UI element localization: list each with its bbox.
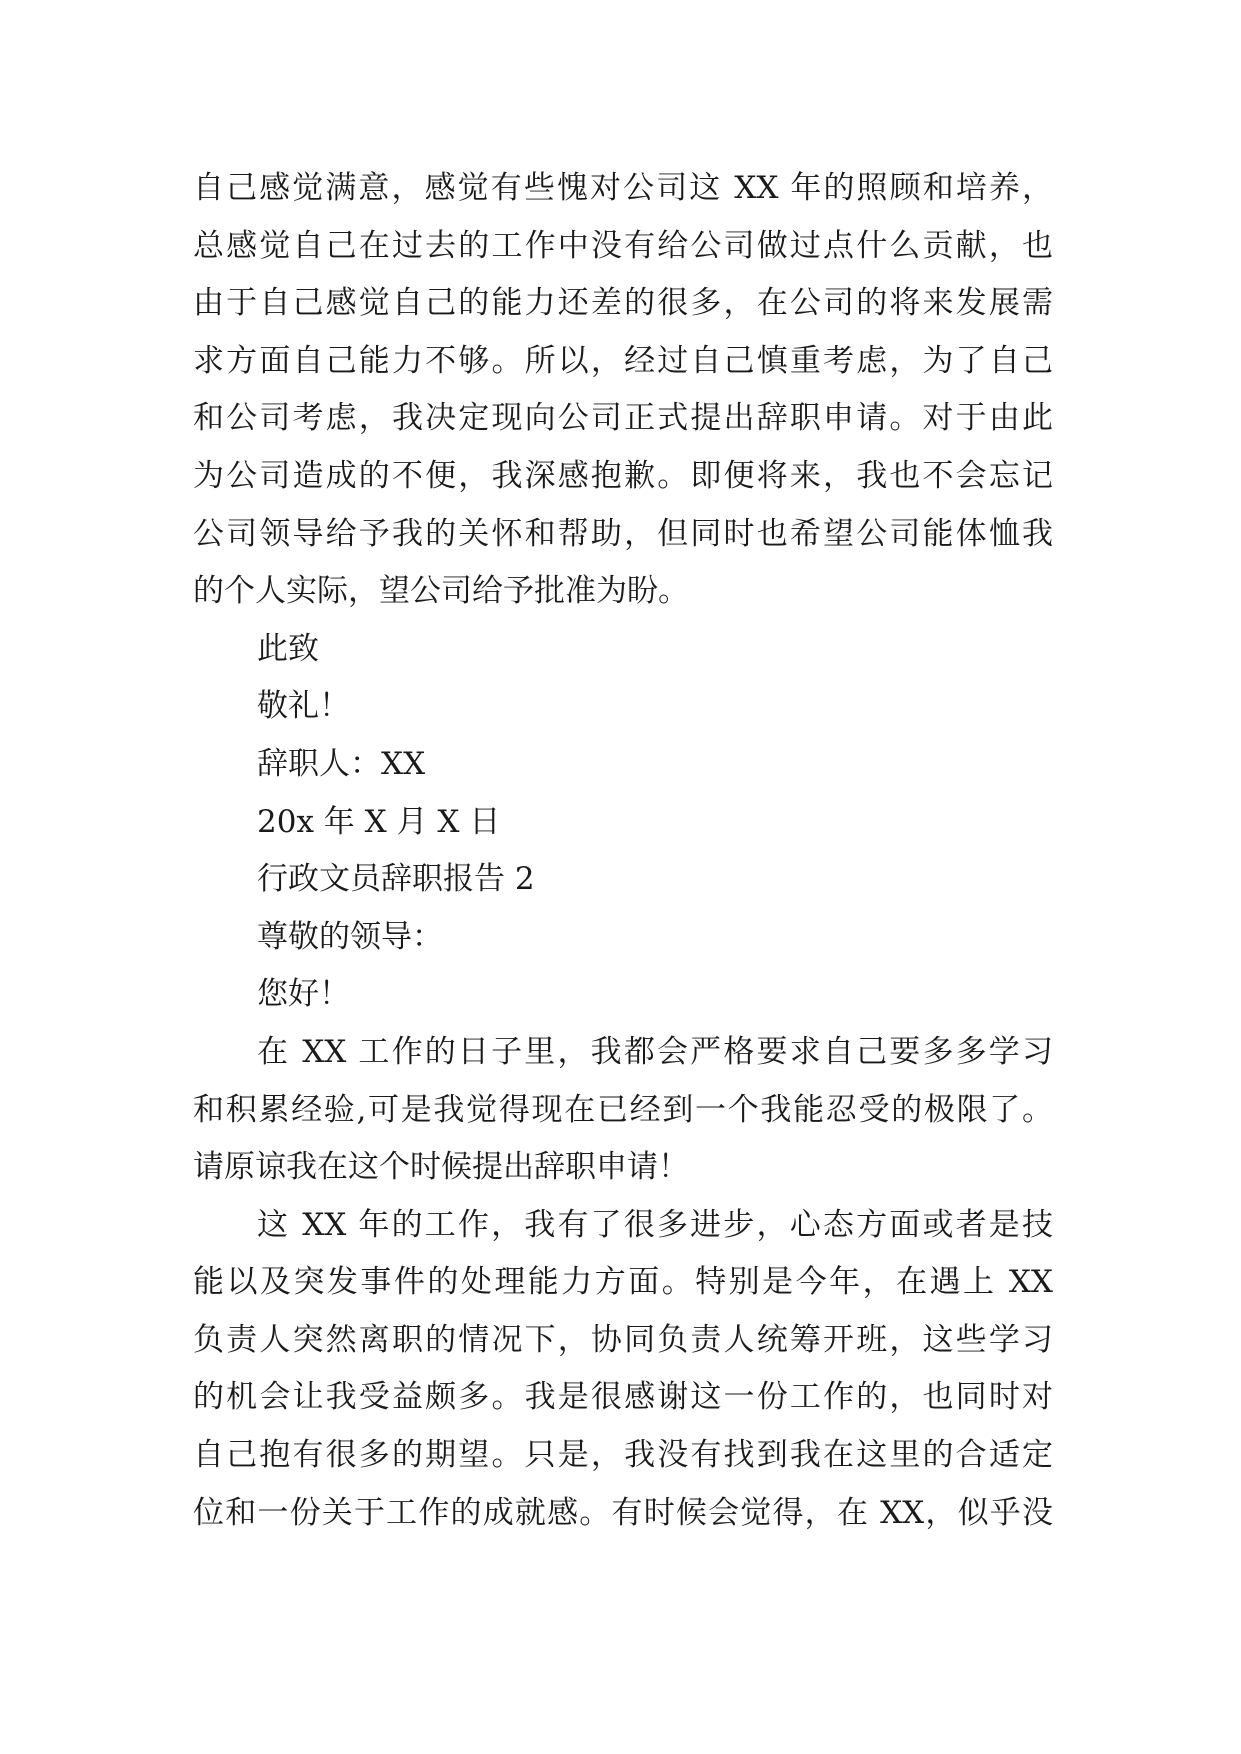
text-line: 位和一份关于工作的成就感。有时候会觉得，在 XX，似乎没 (193, 1494, 1053, 1531)
text-line: 辞职人：XX (257, 745, 426, 782)
text-line: 总感觉自己在过去的工作中没有给公司做过点什么贡献，也 (193, 227, 1053, 264)
text-line: 这 XX 年的工作，我有了很多进步，心态方面或者是技 (257, 1206, 1053, 1243)
text-line: 在 XX 工作的日子里，我都会严格要求自己要多多学习 (257, 1033, 1053, 1070)
text-line: 负责人突然离职的情况下，协同负责人统筹开班，这些学习 (193, 1321, 1053, 1358)
document-body (193, 160, 1053, 1542)
text-line: 公司领导给予我的关怀和帮助，但同时也希望公司能体恤我 (193, 515, 1053, 552)
text-line: 此致 (257, 630, 319, 667)
text-line: 20x 年 X 月 X 日 (257, 803, 501, 840)
text-line: 敬礼！ (257, 688, 350, 725)
text-line: 由于自己感觉自己的能力还差的很多，在公司的将来发展需 (193, 285, 1053, 322)
text-line: 您好！ (257, 976, 350, 1013)
text-line: 行政文员辞职报告 2 (257, 861, 535, 898)
text-line: 求方面自己能力不够。所以，经过自己慎重考虑，为了自己 (193, 342, 1053, 379)
text-line: 的个人实际，望公司给予批准为盼。 (193, 573, 689, 610)
text-line: 尊敬的领导： (257, 918, 443, 955)
text-line: 和公司考虑，我决定现向公司正式提出辞职申请。对于由此 (193, 400, 1053, 437)
text-line: 为公司造成的不便，我深感抱歉。即便将来，我也不会忘记 (193, 457, 1053, 494)
text-line: 自己感觉满意，感觉有些愧对公司这 XX 年的照顾和培养， (193, 170, 1053, 206)
text-line: 能以及突发事件的处理能力方面。特别是今年，在遇上 XX (193, 1264, 1053, 1301)
text-line: 请原谅我在这个时候提出辞职申请！ (193, 1149, 689, 1186)
text-line: 和积累经验,可是我觉得现在已经到一个我能忍受的极限了。 (193, 1091, 1053, 1128)
text-line: 自己抱有很多的期望。只是，我没有找到我在这里的合适定 (193, 1437, 1053, 1474)
text-line: 的机会让我受益颇多。我是很感谢这一份工作的，也同时对 (193, 1379, 1053, 1416)
